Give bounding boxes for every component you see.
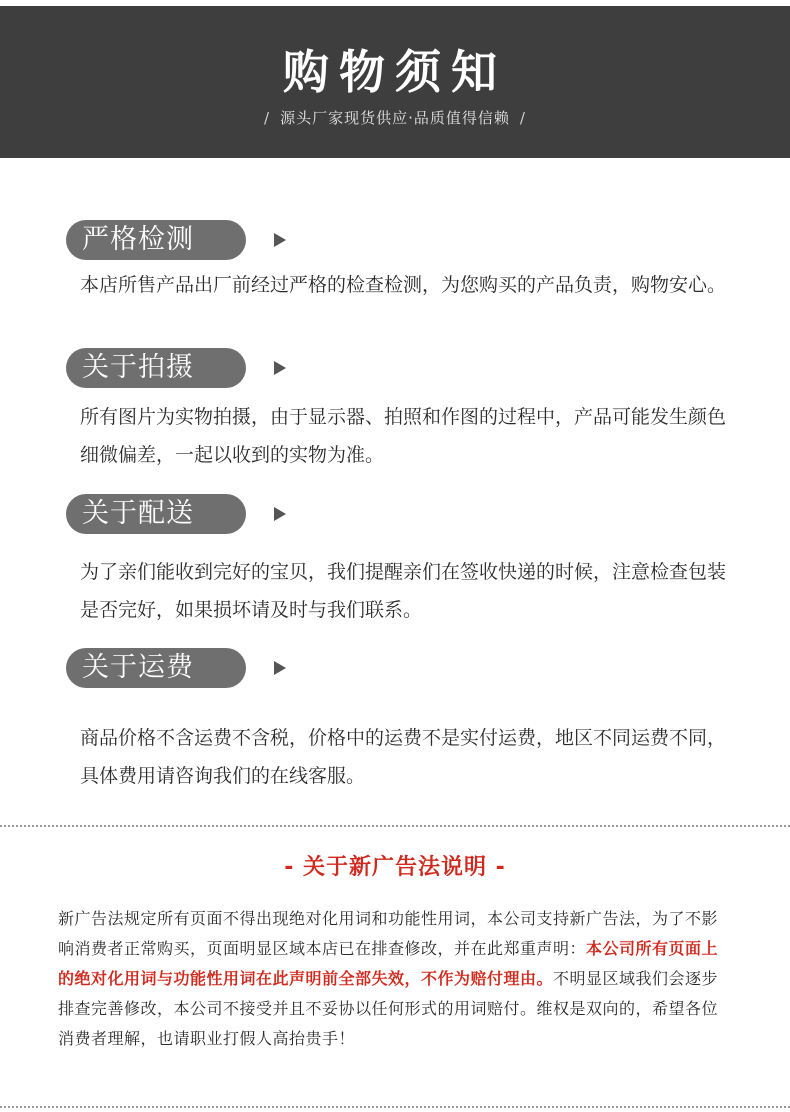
section-text-shipping-fee: 商品价格不含运费不含税，价格中的运费不是实付运费，地区不同运费不同，具体费用请咨询我们的在线客服。 — [80, 727, 727, 787]
section-text-delivery: 为了亲们能收到完好的宝贝，我们提醒亲们在签收快递的时候，注意检查包装是否完好，如果损坏请及时与我们联系。 — [80, 561, 727, 621]
subtitle-slash-left: / — [264, 109, 271, 127]
subtitle-text: 源头厂家现货供应·品质值得信赖 — [280, 109, 510, 127]
page-title: 购物须知 — [283, 45, 507, 99]
ad-law-title: - 关于新广告法说明 - — [284, 855, 506, 880]
page-header — [0, 6, 790, 158]
divider-bottom — [0, 1106, 790, 1108]
section-tag-shipping-fee: 关于运费 — [66, 648, 246, 688]
section-tag-inspection: 严格检测 — [66, 220, 246, 260]
subtitle-slash-right: / — [519, 109, 526, 127]
section-tag-delivery: 关于配送 — [66, 494, 246, 534]
arrow-right-icon — [274, 233, 286, 247]
arrow-right-icon — [274, 661, 286, 675]
section-text-inspection: 本店所售产品出厂前经过严格的检查检测，为您购买的产品负责，购物安心。 — [80, 274, 727, 296]
divider-top — [0, 825, 790, 827]
ad-law-text-red: 本公司所有页面上的绝对化用词与功能性用词在此声明前全部失效，不作为赔付理由。 — [58, 939, 719, 988]
ad-law-text-part1: 新广告法规定所有页面不得出现绝对化用词和功能性用词，本公司支持新广告法，为了不影响消费者正常购买，页面明显区域本店已在排查修改，并在此郑重声明： — [58, 909, 719, 958]
page-subtitle — [0, 107, 790, 128]
ad-law-text — [58, 904, 734, 1054]
arrow-right-icon — [274, 361, 286, 375]
section-text-photography: 所有图片为实物拍摄，由于显示器、拍照和作图的过程中，产品可能发生颜色细微偏差，一起以收到的实物为准。 — [80, 406, 727, 466]
ad-law-text-part2: 不明显区域我们会逐步排查完善修改，本公司不接受并且不妥协以任何形式的用词赔付。维权是双向的，希望各位消费者理解，也请职业打假人高抬贵手！ — [58, 969, 719, 1048]
arrow-right-icon — [274, 507, 286, 521]
section-tag-photography: 关于拍摄 — [66, 348, 246, 388]
